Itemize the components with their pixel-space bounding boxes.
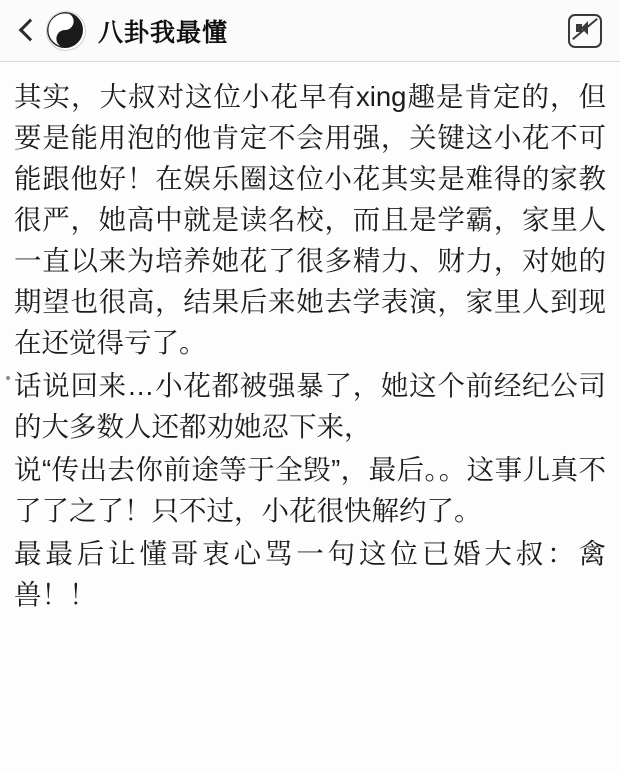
- taiji-yin-yang-icon: [47, 12, 83, 48]
- avatar[interactable]: [46, 11, 86, 51]
- article-paragraph: 说“传出去你前途等于全毁”，最后。。这事儿真不了了之了！只不过，小花很快解约了。: [14, 454, 606, 526]
- app-header: [0, 0, 620, 62]
- article-body: [0, 62, 620, 615]
- margin-dot-mark: [6, 376, 10, 380]
- header-divider: [0, 61, 620, 62]
- mute-speaker-icon[interactable]: [568, 14, 602, 48]
- article-paragraph: 其实，大叔对这位小花早有xing趣是肯定的，但要是能用泡的他肯定不会用强，关键这小花不可能跟他好！在娱乐圈这位小花其实是难得的家教很严，她高中就是读名校，而且是学霸，家里人一直以来为培养她花了很多精力、财力，对她的期望也很高，结果后来她去学表演，家里人到现在还觉得亏了。: [14, 81, 606, 358]
- back-icon[interactable]: [14, 14, 40, 48]
- article-paragraph: 话说回来…小花都被强暴了，她这个前经纪公司的大多数人还都劝她忍下来，: [14, 370, 606, 442]
- page-title: 八卦我最懂: [98, 19, 229, 47]
- article-paragraph: 最最后让懂哥衷心骂一句这位已婚大叔：禽兽！！: [14, 538, 606, 610]
